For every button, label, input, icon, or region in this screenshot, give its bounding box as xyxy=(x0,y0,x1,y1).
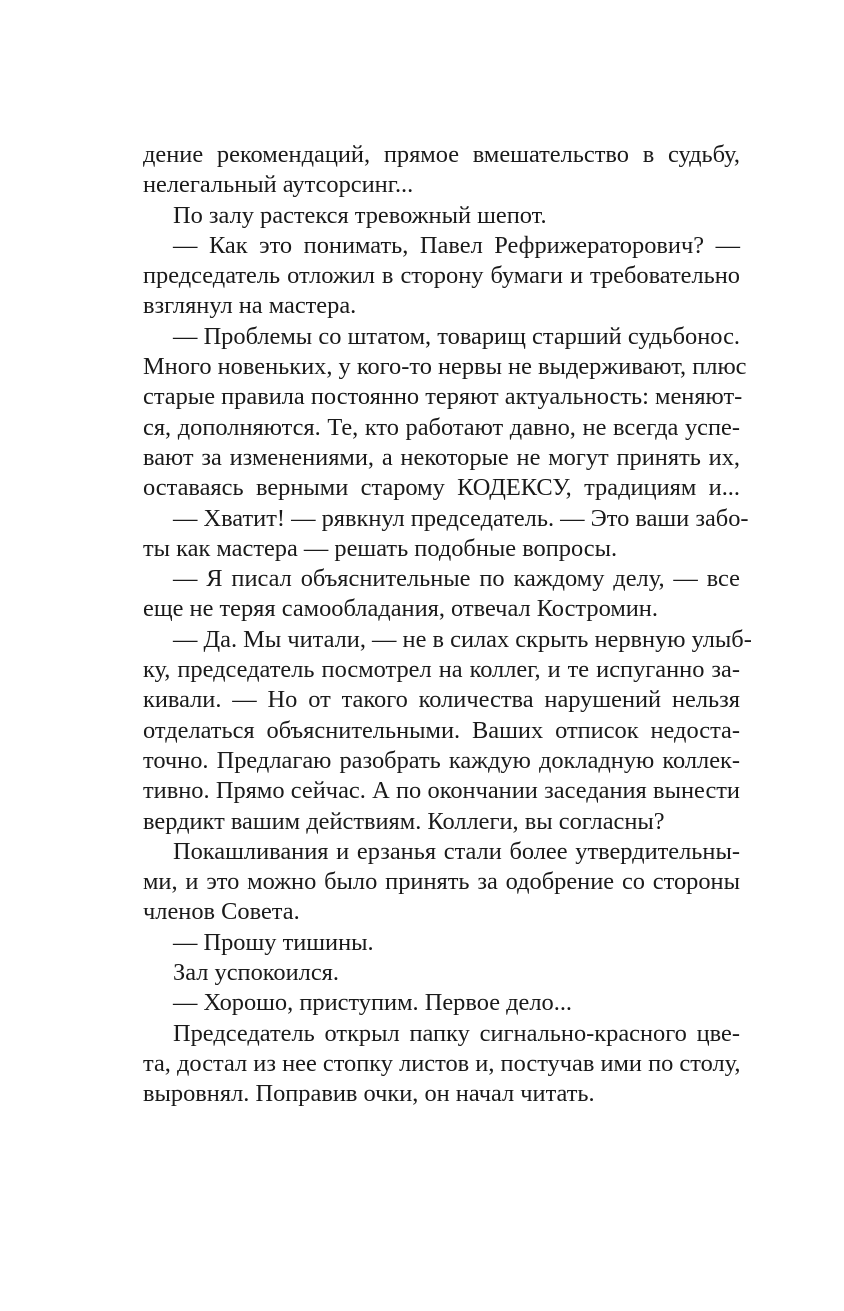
text-line: тивно. Прямо сейчас. А по окончании заседания вынести xyxy=(143,777,740,805)
text-line: еще не теряя самообладания, отвечал Костромин. xyxy=(143,595,658,623)
text-line: председатель отложил в сторону бумаги и требовательно xyxy=(143,262,740,290)
text-line: — Я писал объяснительные по каждому делу, — все xyxy=(173,565,740,593)
text-line: — Хорошо, приступим. Первое дело... xyxy=(173,989,573,1017)
text-line: членов Совета. xyxy=(143,898,300,926)
text-line: — Как это понимать, Павел Рефрижераторович? — xyxy=(173,231,740,259)
text-line: Много новеньких, у кого-то нервы не выдерживают, плюс xyxy=(143,353,747,381)
text-line: выровнял. Поправив очки, он начал читать. xyxy=(143,1080,595,1108)
text-line: взглянул на мастера. xyxy=(143,292,357,320)
text-line: Зал успокоился. xyxy=(173,959,339,987)
text-line: нелегальный аутсорсинг... xyxy=(143,171,414,199)
body-text xyxy=(143,140,752,1110)
text-line: вердикт вашим действиям. Коллеги, вы согласны? xyxy=(143,807,665,835)
text-line: оставаясь верными старому КОДЕКСУ, традициям и... xyxy=(143,474,740,502)
text-line: — Да. Мы читали, — не в силах скрыть нервную улыб- xyxy=(173,625,752,653)
text-line: Покашливания и ерзанья стали более утвердительны- xyxy=(173,837,740,865)
text-line: та, достал из нее стопку листов и, постучав ими по столу, xyxy=(143,1049,741,1077)
text-line: ты как мастера — решать подобные вопросы. xyxy=(143,534,618,562)
text-line: отделаться объяснительными. Ваших отписок недоста- xyxy=(143,716,740,744)
text-line: точно. Предлагаю разобрать каждую докладную коллек- xyxy=(143,746,740,774)
text-line: дение рекомендаций, прямое вмешательство в судьбу, xyxy=(143,141,740,168)
text-line: По залу растекся тревожный шепот. xyxy=(173,201,547,229)
text-line: кивали. — Но от такого количества нарушений нельзя xyxy=(143,686,740,714)
text-line: — Проблемы со штатом, товарищ старший судьбонос. xyxy=(173,322,740,350)
text-line: Председатель открыл папку сигнально-красного цве- xyxy=(173,1019,740,1047)
text-line: ку, председатель посмотрел на коллег, и те испуганно за- xyxy=(143,656,740,684)
text-line: — Прошу тишины. xyxy=(173,928,374,956)
text-line: ми, и это можно было принять за одобрение со стороны xyxy=(143,868,740,896)
text-line: — Хватит! — рявкнул председатель. — Это ваши забо- xyxy=(173,504,749,532)
text-line: ся, дополняются. Те, кто работают давно, не всегда успе- xyxy=(143,413,740,441)
text-line: вают за изменениями, а некоторые не могут принять их, xyxy=(143,443,740,471)
text-line: старые правила постоянно теряют актуальность: меняют- xyxy=(143,383,743,411)
